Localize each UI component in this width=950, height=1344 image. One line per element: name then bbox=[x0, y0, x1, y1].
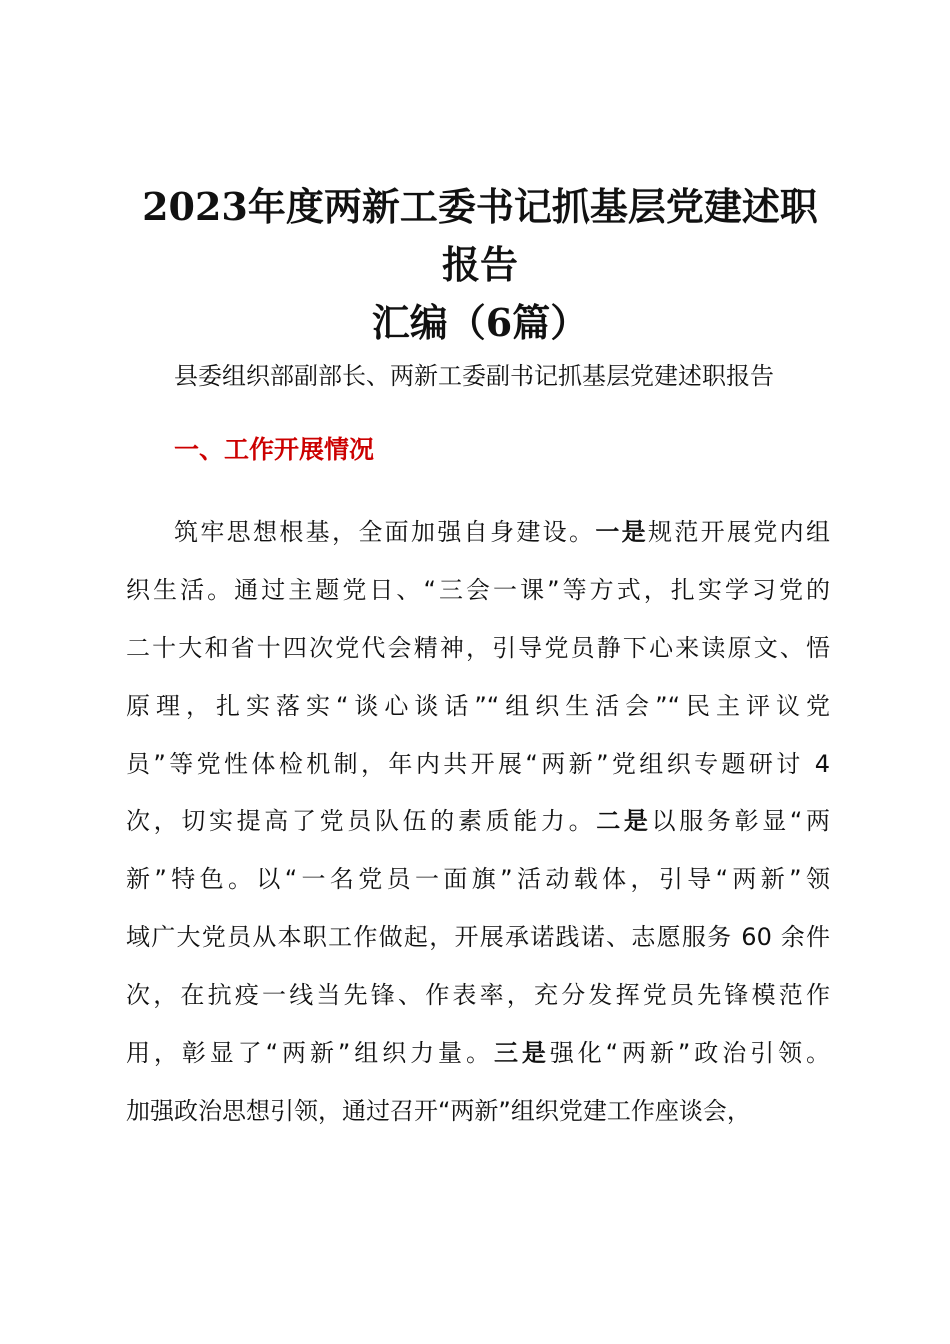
body-line: 新”特色。以“一名党员一面旗”活动载体，引导“两新”领 bbox=[126, 865, 830, 894]
body-line: 次，在抗疫一线当先锋、作表率，充分发挥党员先锋模范作 bbox=[126, 981, 830, 1010]
document-title-line-2: 汇编（6篇） bbox=[371, 300, 589, 345]
body-line: 加强政治思想引领，通过召开“两新”组织党建工作座谈会， bbox=[126, 1096, 751, 1125]
document-title bbox=[130, 178, 830, 352]
body-line: 域广大党员从本职工作做起，开展承诺践诺、志愿服务 60 余件 bbox=[126, 923, 830, 952]
body-line: 员”等党性体检机制，年内共开展“两新”党组织专题研讨 4 bbox=[126, 749, 830, 778]
document-title-line-1: 2023年度两新工委书记抓基层党建述职报告 bbox=[142, 184, 818, 287]
body-line: 次，切实提高了党员队伍的素质能力。二是以服务彰显“两 bbox=[126, 807, 831, 836]
report-subtitle: 县委组织部副部长、两新工委副书记抓基层党建述职报告 bbox=[174, 362, 774, 390]
body-paragraph bbox=[126, 504, 830, 1141]
body-line: 筑牢思想根基，全面加强自身建设。一是规范开展党内组 bbox=[174, 518, 831, 546]
body-line: 织生活。通过主题党日、“三会一课”等方式，扎实学习党的 bbox=[126, 575, 830, 604]
section-heading: 一、工作开展情况 bbox=[174, 435, 375, 464]
body-line: 用，彰显了“两新”组织力量。三是强化“两新”政治引领。 bbox=[126, 1039, 831, 1068]
body-line: 二十大和省十四次党代会精神，引导党员静下心来读原文、悟 bbox=[126, 633, 830, 662]
body-line: 原理，扎实落实“谈心谈话”“组织生活会”“民主评议党 bbox=[126, 691, 830, 720]
